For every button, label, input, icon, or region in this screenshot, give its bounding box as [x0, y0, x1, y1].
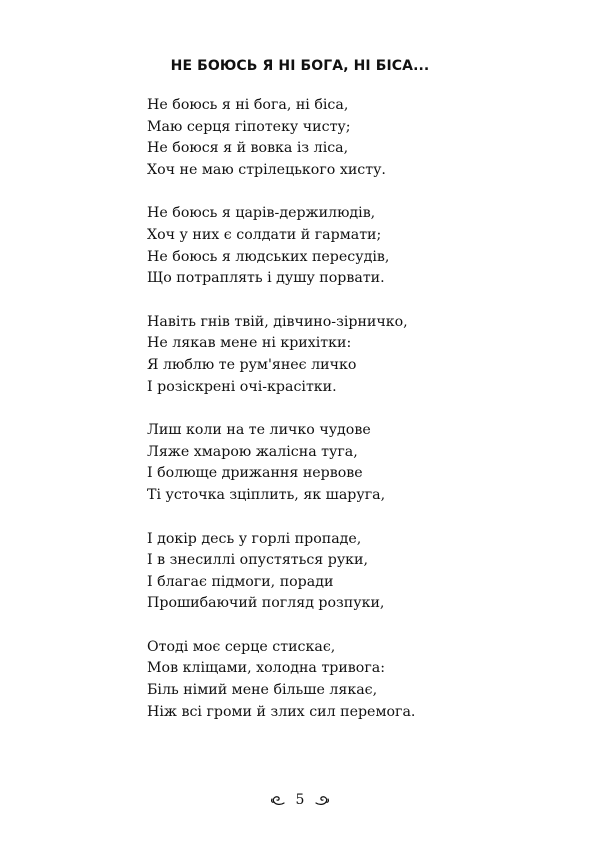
poem-line: І благає підмоги, поради — [147, 573, 334, 590]
poem-line: І болюще дрижання нервове — [147, 465, 363, 482]
stanza-3 — [147, 312, 567, 398]
poem-line: І в знесиллі опустяться руки, — [147, 552, 369, 569]
poem-line: Ті усточка зціплить, як шаруга, — [147, 486, 386, 503]
poem-line: Не лякав мене ні крихітки: — [147, 335, 352, 352]
stanza-4 — [147, 420, 567, 506]
poem-line: Не боюсь я царів-держилюдів, — [147, 205, 376, 222]
poem-line: Ляже хмарою жалісна туга, — [147, 443, 358, 460]
poem-line: Прошибаючий погляд розпуки, — [147, 595, 385, 612]
poem-line: Хоч не маю стрілецького хисту. — [147, 161, 386, 178]
poem-body — [147, 95, 567, 745]
stanza-2 — [147, 203, 567, 289]
stanza-1 — [147, 95, 567, 181]
stanza-6 — [147, 637, 567, 723]
poem-line: Отоді моє серце стискає, — [147, 638, 336, 655]
poem-line: І розіскрені очі-красітки. — [147, 378, 337, 395]
page-footer — [0, 792, 600, 808]
poem-line: Лиш коли на те личко чудове — [147, 422, 371, 439]
stanza-5 — [147, 529, 567, 615]
poem-line: Навіть гнів твій, дівчино-зірничко, — [147, 313, 408, 330]
poem-title: НЕ БОЮСЬ Я НІ БОГА, НІ БІСА... — [170, 58, 430, 74]
poem-line: Маю серця гіпотеку чисту; — [147, 118, 351, 135]
poem-line: Я люблю те рум'янеє личко — [147, 356, 357, 373]
poem-line: Хоч у них є солдати й гармати; — [147, 226, 382, 243]
poem-line: Не боюся я й вовка із ліса, — [147, 140, 349, 157]
poem-line: Що потраплять і душу порвати. — [147, 270, 385, 287]
poem-line: Біль німий мене більше лякає, — [147, 682, 378, 699]
poem-line: Не боюсь я людських пересудів, — [147, 248, 390, 265]
poem-line: Мов кліщами, холодна тривога: — [147, 660, 385, 677]
fleuron-right-icon — [314, 794, 330, 806]
page-number: 5 — [295, 792, 305, 808]
fleuron-left-icon — [270, 794, 286, 806]
poem-line: І докір десь у горлі пропаде, — [147, 530, 362, 547]
poem-line: Ніж всі громи й злих сил перемога. — [147, 703, 416, 720]
poem-line: Не боюсь я ні бога, ні біса, — [147, 97, 349, 113]
